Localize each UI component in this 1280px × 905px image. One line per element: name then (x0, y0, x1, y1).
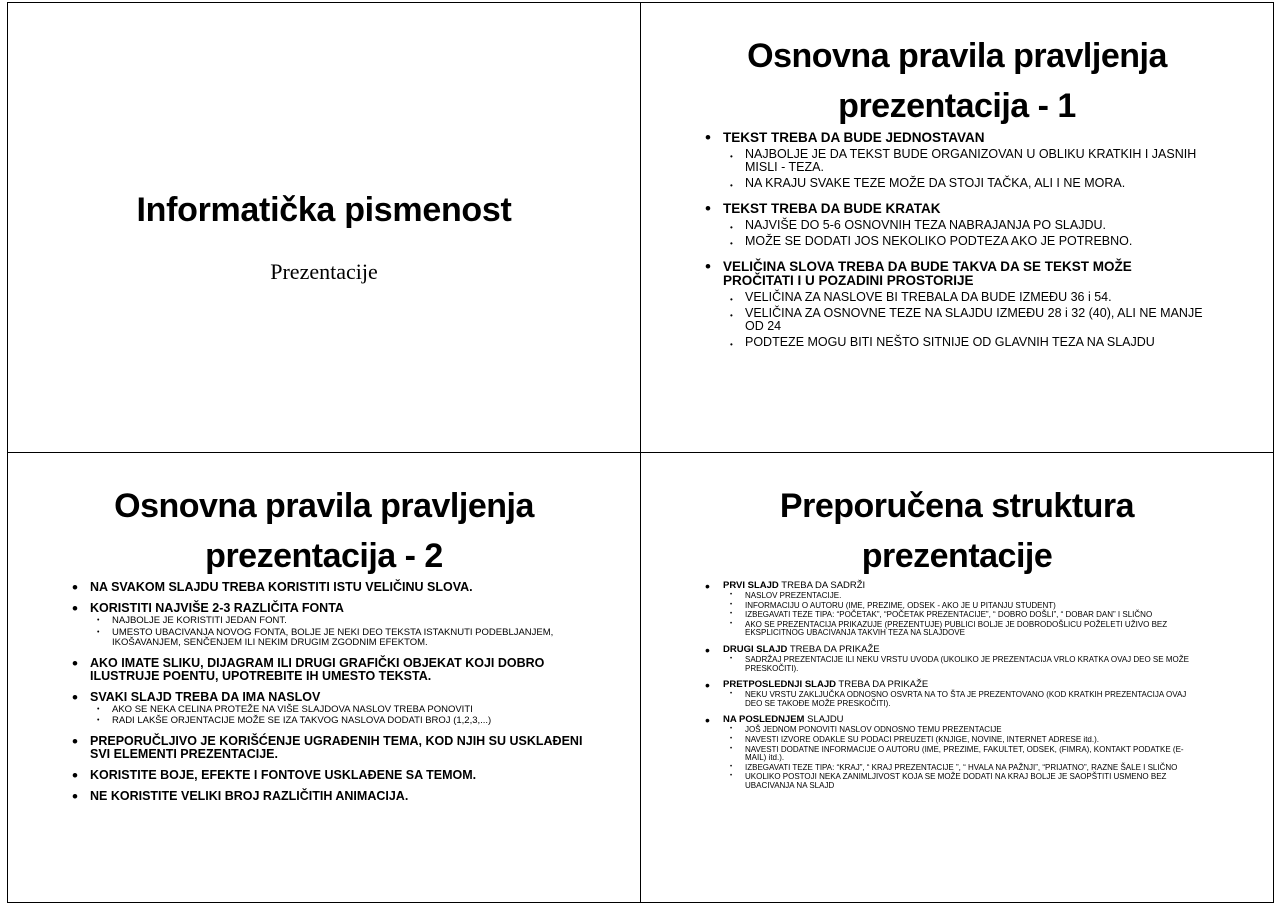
sub-bullet-list (90, 616, 590, 649)
slide-3-body (70, 581, 590, 811)
bullet-text: • NA SVAKOM SLAJDU TREBA KORISTITI ISTU VELIČINU SLOVA. (90, 580, 473, 594)
sub-bullet-item: • VELIČINA ZA NASLOVE BI TREBALA DA BUDE IZMEĐU 36 i 54. (723, 291, 1203, 304)
slide-2-bullet-list (703, 131, 1203, 349)
slide-4-title (641, 481, 1273, 581)
sub-bullet-item: • NEKU VRSTU ZAKLJUČKA ODNOSNO OSVRTA NA TO ŠTA JE PREZENTOVANO (KOD KRATKIH PREZENTACIJA OVAJ DEO SE TAKOĐE MOŽE PRESKOČITI). (723, 691, 1203, 708)
sub-bullet-item: • NASLOV PREZENTACIJE. (723, 592, 1203, 601)
bullet-item (70, 602, 590, 649)
bullet-bold-text: NA POSLEDNJEM (723, 714, 805, 726)
sub-bullet-item: • IZBEGAVATI TEZE TIPA: “KRAJ”, “ KRAJ PREZENTACIJE ”, “ HVALA NA PAŽNJI”, “PRIJATNO”, RAZNE ŠALE I SLIČNO (723, 764, 1203, 773)
bullet-text (723, 680, 1203, 690)
slide-3-title (8, 481, 640, 581)
slide-2-title (641, 31, 1273, 131)
bullet-text: • TEKST TREBA DA BUDE JEDNOSTAVAN (723, 130, 985, 145)
slide-4-title-line-2: prezentacije (861, 537, 1053, 575)
slide-4-body (703, 581, 1203, 798)
sub-bullet-list (723, 656, 1203, 673)
bullet-text: • PREPORUČLJIVO JE KORIŠĆENJE UGRAĐENIH TEMA, KOD NJIH SU USKLAĐENI SVI ELEMENTI PREZENTACIJE. (90, 733, 583, 761)
sub-bullet-item: • INFORMACIJU O AUTORU (IME, PREZIME, ODSEK - AKO JE U PITANJU STUDENT) (723, 602, 1203, 611)
bullet-item (703, 202, 1203, 248)
bullet-item (70, 735, 590, 761)
sub-bullet-item: • SADRŽAJ PREZENTACIJE ILI NEKU VRSTU UVODA (UKOLIKO JE PREZENTACIJA VRLO KRATKA OVAJ DEO SE MOŽE PRESKOČITI). (723, 656, 1203, 673)
sub-bullet-list (723, 726, 1203, 790)
sub-bullet-item: • NAVESTI DODATNE INFORMACIJE O AUTORU (IME, PREZIME, FAKULTET, ODSEK, (FIMRA), KONTAKT PODATKE (E-MAIL) itd.). (723, 746, 1203, 763)
slide-3-bullet-list (70, 581, 590, 803)
sub-bullet-item: • JOŠ JEDNOM PONOVITI NASLOV ODNOSNO TEMU PREZENTACIJE (723, 726, 1203, 735)
bullet-text (723, 645, 1203, 655)
bullet-text: • VELIČINA SLOVA TREBA DA BUDE TAKVA DA SE TEKST MOŽE PROČITATI I U POZADINI PROSTORIJE (723, 259, 1132, 288)
bullet-text: • KORISTITI NAJVIŠE 2-3 RAZLIČITA FONTA (90, 601, 344, 615)
bullet-item (703, 680, 1203, 708)
sub-bullet-item: • MOŽE SE DODATI JOS NEKOLIKO PODTEZA AKO JE POTREBNO. (723, 235, 1203, 248)
bullet-rest-text: TREBA DA PRIKAŽE (835, 679, 929, 691)
bullet-bold-text: PRVI SLAJD (723, 580, 779, 591)
slide-1-subtitle: Prezentacije (270, 259, 378, 284)
slide-2-title-line-2: prezentacija - 1 (838, 87, 1076, 125)
slide-1 (7, 2, 641, 453)
bullet-item (70, 769, 590, 782)
slide-4 (640, 452, 1274, 903)
bullet-item (703, 645, 1203, 673)
sub-bullet-list (723, 148, 1203, 190)
sub-bullet-item: • PODTEZE MOGU BITI NEŠTO SITNIJE OD GLAVNIH TEZA NA SLAJDU (723, 336, 1203, 349)
sub-bullet-item: • NA KRAJU SVAKE TEZE MOŽE DA STOJI TAČKA, ALI I NE MORA. (723, 177, 1203, 190)
bullet-text: • KORISTITE BOJE, EFEKTE I FONTOVE USKLAĐENE SA TEMOM. (90, 767, 477, 782)
sub-bullet-item: • VELIČINA ZA OSNOVNE TEZE NA SLAJDU IZMEĐU 28 i 32 (40), ALI NE MANJE OD 24 (723, 307, 1203, 333)
bullet-bold-text: DRUGI SLAJD (723, 643, 788, 655)
sub-bullet-item: • IZBEGAVATI TEZE TIPA: “POČETAK”, “POČETAK PREZENTACIJE”, “ DOBRO DOŠLI”, “ DOBAR DAN” I SLIČNO (723, 611, 1203, 620)
sub-bullet-item: • NAJVIŠE DO 5-6 OSNOVNIH TEZA NABRAJANJA PO SLAJDU. (723, 219, 1203, 232)
bullet-text (723, 581, 1203, 591)
sub-bullet-item: • AKO SE PREZENTACIJA PRIKAZUJE (PREZENTUJE) PUBLICI BOLJE JE DOBRODOŠLICU POŽELETI UŽIVO BEZ EKSPLICITNOG UBACIVANJA TAKVIH TEZA NA SLAJDOVE (723, 621, 1203, 638)
slide-3-title-line-2: prezentacija - 2 (205, 537, 443, 575)
sub-bullet-list (90, 705, 590, 727)
slide-3 (7, 452, 641, 903)
bullet-item (703, 260, 1203, 349)
sub-bullet-item: • NAJBOLJE JE DA TEKST BUDE ORGANIZOVAN U OBLIKU KRATKIH I JASNIH MISLI - TEZA. (723, 148, 1203, 174)
sub-bullet-list (723, 592, 1203, 638)
bullet-item (70, 691, 590, 727)
slide-2 (640, 2, 1274, 453)
bullet-rest-text: TREBA DA PRIKAŽE (787, 643, 880, 655)
sub-bullet-item: • AKO SE NEKA CELINA PROTEŽE NA VIŠE SLAJDOVA NASLOV TREBA PONOVITI (90, 705, 590, 716)
sub-bullet-item: • NAVESTI IZVORE ODAKLE SU PODACI PREUZETI (KNJIGE, NOVINE, INTERNET ADRESE itd.). (723, 736, 1203, 745)
slide-2-body (703, 131, 1203, 361)
sub-bullet-item: • NAJBOLJE JE KORISTITI JEDAN FONT. (90, 616, 590, 627)
bullet-item (70, 581, 590, 594)
sub-bullet-list (723, 219, 1203, 248)
slide-3-title-line-1: Osnovna pravila pravljenja (114, 487, 534, 525)
bullet-text: • NE KORISTITE VELIKI BROJ RAZLIČITIH ANIMACIJA. (90, 788, 409, 803)
bullet-rest-text: SLAJDU (804, 714, 844, 726)
bullet-text: • TEKST TREBA DA BUDE KRATAK (723, 201, 941, 216)
sub-bullet-list (723, 691, 1203, 708)
bullet-item (70, 790, 590, 803)
sub-bullet-item: • RADI LAKŠE ORJENTACIJE MOŽE SE IZA TAKVOG NASLOVA DODATI BROJ (1,2,3,...) (90, 716, 590, 727)
bullet-text: • SVAKI SLAJD TREBA DA IMA NASLOV (90, 689, 321, 704)
slide-1-title: Informatička pismenost (136, 191, 512, 229)
sub-bullet-item: • UMESTO UBACIVANJA NOVOG FONTA, BOLJE JE NEKI DEO TEKSTA ISTAKNUTI PODEBLJANJEM, IKOŠAVANJEM, SENČENJEM ILI NEKIM DRUGIM ZGODNIM EFEKTOM. (90, 628, 590, 649)
bullet-item (70, 657, 590, 683)
bullet-rest-text: TREBA DA SADRŽI (778, 580, 866, 591)
sub-bullet-item: • UKOLIKO POSTOJI NEKA ZANIMLJIVOST KOJA SE MOŽE DODATI NA KRAJ BOLJE JE SAOPŠTITI USMENO BEZ UBACIVANJA NA SLAJD (723, 773, 1203, 790)
bullet-text: • AKO IMATE SLIKU, DIJAGRAM ILI DRUGI GRAFIČKI OBJEKAT KOJI DOBRO ILUSTRUJE POENTU, UPOTREBITE IH UMESTO TEKSTA. (90, 655, 545, 683)
bullet-bold-text: PRETPOSLEDNJI SLAJD (723, 679, 836, 691)
slide-2-title-line-1: Osnovna pravila pravljenja (747, 37, 1167, 75)
bullet-item (703, 715, 1203, 790)
slide-4-title-line-1: Preporučena struktura (779, 487, 1135, 525)
bullet-text (723, 715, 1203, 725)
bullet-item (703, 581, 1203, 638)
bullet-item (703, 131, 1203, 190)
sub-bullet-list (723, 291, 1203, 349)
slide-4-bullet-list (703, 581, 1203, 791)
